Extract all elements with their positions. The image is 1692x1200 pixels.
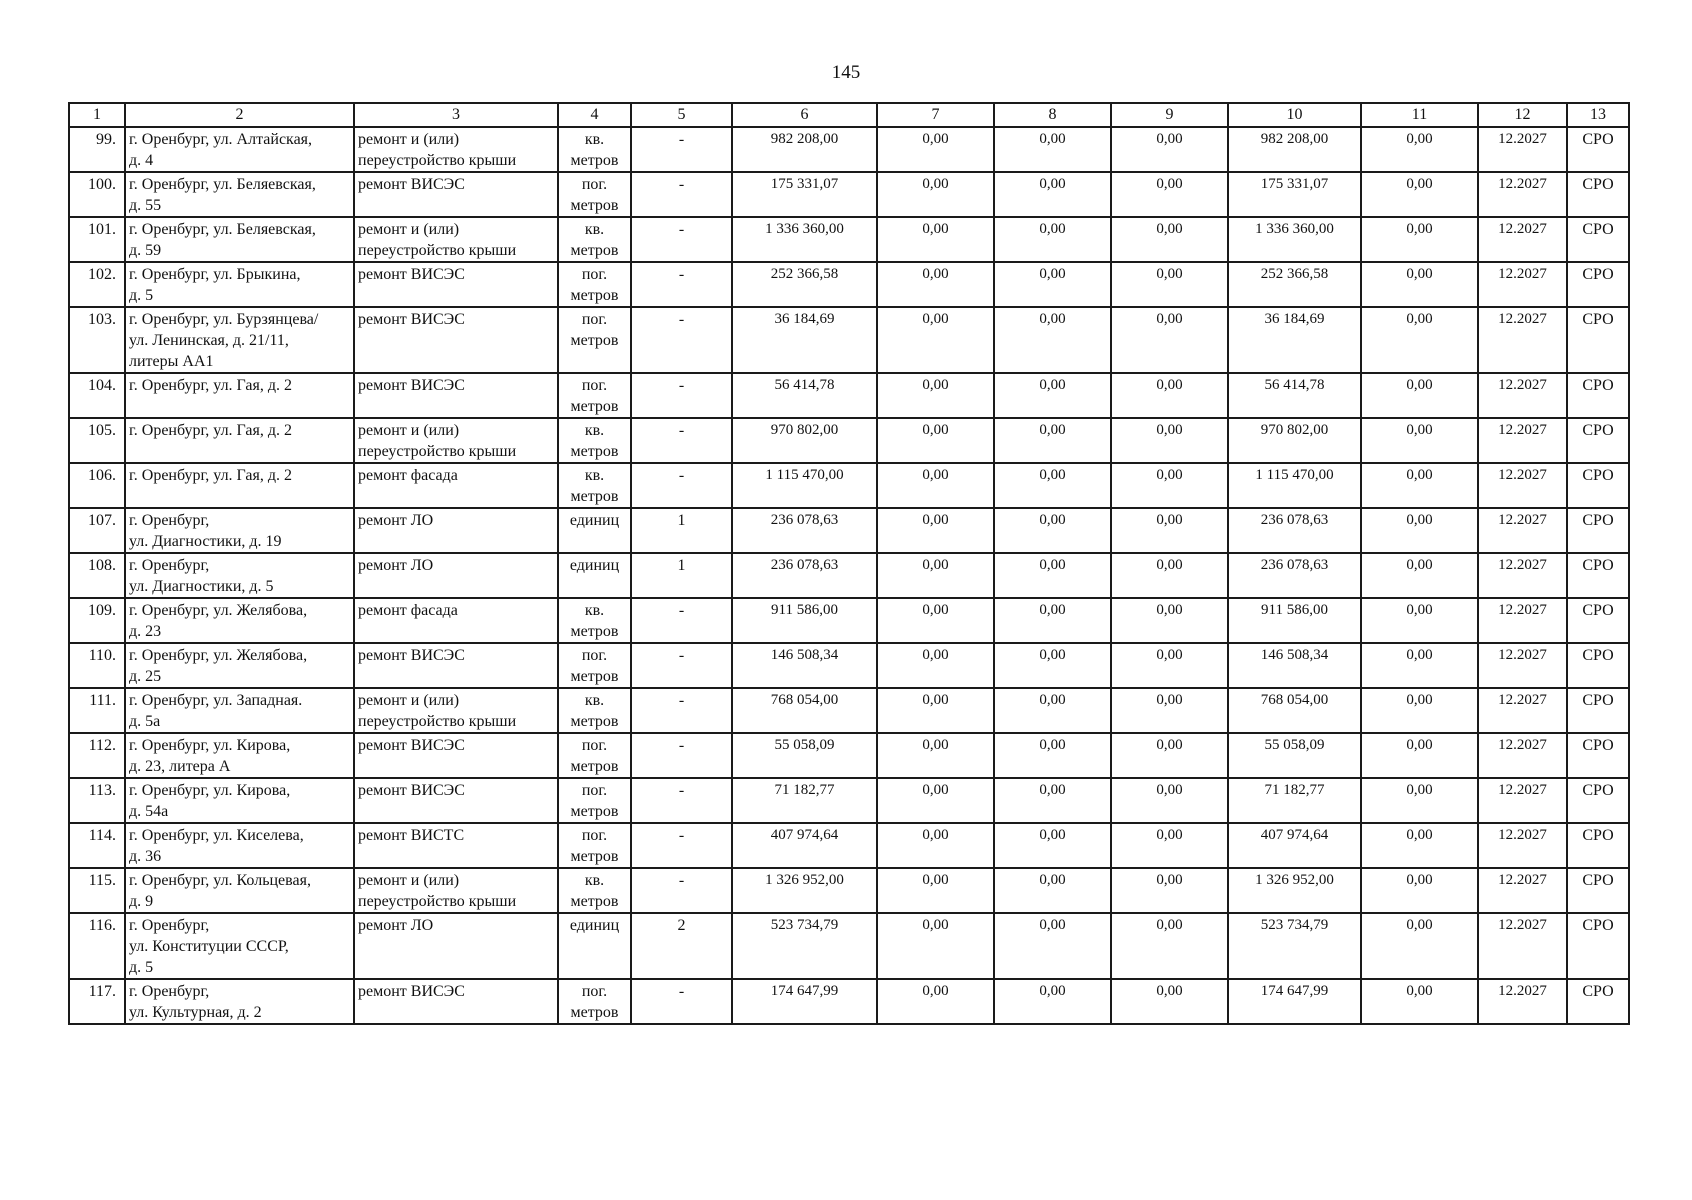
cost-col11-cell: 0,00	[1361, 172, 1478, 217]
quantity-cell: 1	[631, 553, 732, 598]
cost-col7-cell: 0,00	[877, 373, 994, 418]
cost-col11-cell: 0,00	[1361, 307, 1478, 373]
cost-col10-cell: 982 208,00	[1228, 127, 1361, 172]
row-number-cell: 103.	[69, 307, 125, 373]
cost-col11-cell: 0,00	[1361, 508, 1478, 553]
cost-col9-cell: 0,00	[1111, 688, 1228, 733]
cost-col9-cell: 0,00	[1111, 217, 1228, 262]
total-cost-cell: 982 208,00	[732, 127, 877, 172]
quantity-cell: -	[631, 172, 732, 217]
cost-col10-cell: 970 802,00	[1228, 418, 1361, 463]
cost-col7-cell: 0,00	[877, 688, 994, 733]
work-type-cell: ремонт ВИСЭС	[354, 778, 558, 823]
cost-col9-cell: 0,00	[1111, 778, 1228, 823]
work-type-cell: ремонт ВИСЭС	[354, 172, 558, 217]
cost-col11-cell: 0,00	[1361, 598, 1478, 643]
cost-col10-cell: 1 115 470,00	[1228, 463, 1361, 508]
quantity-cell: 2	[631, 913, 732, 979]
work-type-cell: ремонт и (или) переустройство крыши	[354, 868, 558, 913]
unit-cell: кв. метров	[558, 463, 631, 508]
unit-cell: кв. метров	[558, 688, 631, 733]
cost-col9-cell: 0,00	[1111, 172, 1228, 217]
completion-date-cell: 12.2027	[1478, 688, 1567, 733]
cost-col7-cell: 0,00	[877, 553, 994, 598]
cost-col9-cell: 0,00	[1111, 307, 1228, 373]
executor-cell: СРО	[1567, 127, 1629, 172]
completion-date-cell: 12.2027	[1478, 553, 1567, 598]
total-cost-cell: 1 115 470,00	[732, 463, 877, 508]
cost-col10-cell: 36 184,69	[1228, 307, 1361, 373]
cost-col7-cell: 0,00	[877, 913, 994, 979]
cost-col11-cell: 0,00	[1361, 127, 1478, 172]
cost-col9-cell: 0,00	[1111, 598, 1228, 643]
completion-date-cell: 12.2027	[1478, 217, 1567, 262]
table-row	[69, 823, 1629, 868]
total-cost-cell: 1 326 952,00	[732, 868, 877, 913]
work-type-cell: ремонт ВИСЭС	[354, 262, 558, 307]
executor-cell: СРО	[1567, 778, 1629, 823]
completion-date-cell: 12.2027	[1478, 913, 1567, 979]
work-type-cell: ремонт ВИСЭС	[354, 979, 558, 1024]
row-number-cell: 115.	[69, 868, 125, 913]
total-cost-cell: 56 414,78	[732, 373, 877, 418]
executor-cell: СРО	[1567, 733, 1629, 778]
cost-col9-cell: 0,00	[1111, 979, 1228, 1024]
cost-col7-cell: 0,00	[877, 598, 994, 643]
cost-col11-cell: 0,00	[1361, 913, 1478, 979]
executor-cell: СРО	[1567, 868, 1629, 913]
cost-col7-cell: 0,00	[877, 868, 994, 913]
work-type-cell: ремонт ВИСТС	[354, 823, 558, 868]
unit-cell: пог. метров	[558, 307, 631, 373]
address-cell: г. Оренбург, ул. Гая, д. 2	[125, 463, 354, 508]
column-header: 11	[1361, 103, 1478, 127]
cost-col8-cell: 0,00	[994, 823, 1111, 868]
executor-cell: СРО	[1567, 643, 1629, 688]
column-header: 4	[558, 103, 631, 127]
address-cell: г. Оренбург, ул. Желябова, д. 25	[125, 643, 354, 688]
cost-col9-cell: 0,00	[1111, 262, 1228, 307]
table-row	[69, 172, 1629, 217]
total-cost-cell: 407 974,64	[732, 823, 877, 868]
cost-col8-cell: 0,00	[994, 508, 1111, 553]
table-row	[69, 643, 1629, 688]
cost-col10-cell: 252 366,58	[1228, 262, 1361, 307]
address-cell: г. Оренбург, ул. Алтайская, д. 4	[125, 127, 354, 172]
unit-cell: единиц	[558, 913, 631, 979]
column-header: 2	[125, 103, 354, 127]
work-type-cell: ремонт ВИСЭС	[354, 373, 558, 418]
address-cell: г. Оренбург, ул. Беляевская, д. 55	[125, 172, 354, 217]
cost-col10-cell: 146 508,34	[1228, 643, 1361, 688]
address-cell: г. Оренбург, ул. Диагностики, д. 5	[125, 553, 354, 598]
cost-col11-cell: 0,00	[1361, 688, 1478, 733]
cost-col8-cell: 0,00	[994, 643, 1111, 688]
cost-col7-cell: 0,00	[877, 463, 994, 508]
cost-col7-cell: 0,00	[877, 778, 994, 823]
cost-col8-cell: 0,00	[994, 307, 1111, 373]
cost-col8-cell: 0,00	[994, 262, 1111, 307]
page-number: 145	[831, 62, 861, 83]
cost-col9-cell: 0,00	[1111, 418, 1228, 463]
unit-cell: кв. метров	[558, 217, 631, 262]
table-row	[69, 979, 1629, 1024]
row-number-cell: 113.	[69, 778, 125, 823]
cost-col11-cell: 0,00	[1361, 418, 1478, 463]
cost-col8-cell: 0,00	[994, 172, 1111, 217]
completion-date-cell: 12.2027	[1478, 733, 1567, 778]
cost-col9-cell: 0,00	[1111, 508, 1228, 553]
row-number-cell: 108.	[69, 553, 125, 598]
address-cell: г. Оренбург, ул. Беляевская, д. 59	[125, 217, 354, 262]
executor-cell: СРО	[1567, 508, 1629, 553]
completion-date-cell: 12.2027	[1478, 262, 1567, 307]
cost-col7-cell: 0,00	[877, 823, 994, 868]
cost-col7-cell: 0,00	[877, 262, 994, 307]
table-row	[69, 598, 1629, 643]
cost-col11-cell: 0,00	[1361, 262, 1478, 307]
work-type-cell: ремонт ВИСЭС	[354, 307, 558, 373]
unit-cell: единиц	[558, 553, 631, 598]
quantity-cell: -	[631, 598, 732, 643]
column-header: 6	[732, 103, 877, 127]
total-cost-cell: 768 054,00	[732, 688, 877, 733]
total-cost-cell: 1 336 360,00	[732, 217, 877, 262]
table-row	[69, 553, 1629, 598]
completion-date-cell: 12.2027	[1478, 868, 1567, 913]
total-cost-cell: 146 508,34	[732, 643, 877, 688]
row-number-cell: 102.	[69, 262, 125, 307]
cost-col11-cell: 0,00	[1361, 463, 1478, 508]
cost-col9-cell: 0,00	[1111, 643, 1228, 688]
row-number-cell: 106.	[69, 463, 125, 508]
executor-cell: СРО	[1567, 823, 1629, 868]
cost-col8-cell: 0,00	[994, 553, 1111, 598]
cost-col7-cell: 0,00	[877, 733, 994, 778]
cost-col10-cell: 1 326 952,00	[1228, 868, 1361, 913]
cost-col8-cell: 0,00	[994, 217, 1111, 262]
row-number-cell: 110.	[69, 643, 125, 688]
work-type-cell: ремонт и (или) переустройство крыши	[354, 688, 558, 733]
quantity-cell: -	[631, 643, 732, 688]
row-number-cell: 111.	[69, 688, 125, 733]
column-header: 13	[1567, 103, 1629, 127]
executor-cell: СРО	[1567, 418, 1629, 463]
work-type-cell: ремонт ВИСЭС	[354, 643, 558, 688]
row-number-cell: 116.	[69, 913, 125, 979]
cost-col10-cell: 56 414,78	[1228, 373, 1361, 418]
total-cost-cell: 236 078,63	[732, 553, 877, 598]
total-cost-cell: 55 058,09	[732, 733, 877, 778]
row-number-cell: 100.	[69, 172, 125, 217]
cost-col9-cell: 0,00	[1111, 373, 1228, 418]
unit-cell: пог. метров	[558, 643, 631, 688]
cost-col10-cell: 768 054,00	[1228, 688, 1361, 733]
address-cell: г. Оренбург, ул. Гая, д. 2	[125, 373, 354, 418]
cost-col9-cell: 0,00	[1111, 463, 1228, 508]
row-number-cell: 105.	[69, 418, 125, 463]
completion-date-cell: 12.2027	[1478, 418, 1567, 463]
table-row	[69, 127, 1629, 172]
table-row	[69, 733, 1629, 778]
total-cost-cell: 36 184,69	[732, 307, 877, 373]
executor-cell: СРО	[1567, 979, 1629, 1024]
column-header: 7	[877, 103, 994, 127]
table-row	[69, 508, 1629, 553]
cost-col11-cell: 0,00	[1361, 778, 1478, 823]
executor-cell: СРО	[1567, 553, 1629, 598]
work-type-cell: ремонт ЛО	[354, 508, 558, 553]
column-number-row	[69, 103, 1629, 127]
executor-cell: СРО	[1567, 217, 1629, 262]
completion-date-cell: 12.2027	[1478, 979, 1567, 1024]
completion-date-cell: 12.2027	[1478, 823, 1567, 868]
row-number-cell: 114.	[69, 823, 125, 868]
address-cell: г. Оренбург, ул. Гая, д. 2	[125, 418, 354, 463]
address-cell: г. Оренбург, ул. Брыкина, д. 5	[125, 262, 354, 307]
table-row	[69, 913, 1629, 979]
table-row	[69, 262, 1629, 307]
quantity-cell: -	[631, 868, 732, 913]
cost-col9-cell: 0,00	[1111, 823, 1228, 868]
work-type-cell: ремонт и (или) переустройство крыши	[354, 127, 558, 172]
quantity-cell: -	[631, 127, 732, 172]
unit-cell: единиц	[558, 508, 631, 553]
table-row	[69, 373, 1629, 418]
column-header: 5	[631, 103, 732, 127]
cost-col10-cell: 236 078,63	[1228, 508, 1361, 553]
total-cost-cell: 970 802,00	[732, 418, 877, 463]
quantity-cell: -	[631, 733, 732, 778]
executor-cell: СРО	[1567, 373, 1629, 418]
row-number-cell: 109.	[69, 598, 125, 643]
address-cell: г. Оренбург, ул. Кольцевая, д. 9	[125, 868, 354, 913]
completion-date-cell: 12.2027	[1478, 598, 1567, 643]
row-number-cell: 107.	[69, 508, 125, 553]
cost-col8-cell: 0,00	[994, 979, 1111, 1024]
quantity-cell: -	[631, 262, 732, 307]
cost-col9-cell: 0,00	[1111, 913, 1228, 979]
cost-col11-cell: 0,00	[1361, 868, 1478, 913]
address-cell: г. Оренбург, ул. Культурная, д. 2	[125, 979, 354, 1024]
row-number-cell: 101.	[69, 217, 125, 262]
unit-cell: пог. метров	[558, 172, 631, 217]
address-cell: г. Оренбург, ул. Кирова, д. 54а	[125, 778, 354, 823]
table-row	[69, 688, 1629, 733]
cost-col10-cell: 911 586,00	[1228, 598, 1361, 643]
cost-col10-cell: 174 647,99	[1228, 979, 1361, 1024]
executor-cell: СРО	[1567, 688, 1629, 733]
cost-col7-cell: 0,00	[877, 418, 994, 463]
cost-col11-cell: 0,00	[1361, 733, 1478, 778]
cost-col11-cell: 0,00	[1361, 823, 1478, 868]
row-number-cell: 99.	[69, 127, 125, 172]
quantity-cell: -	[631, 688, 732, 733]
work-type-cell: ремонт фасада	[354, 598, 558, 643]
table-row	[69, 307, 1629, 373]
cost-col7-cell: 0,00	[877, 508, 994, 553]
total-cost-cell: 523 734,79	[732, 913, 877, 979]
table-body	[69, 103, 1629, 1024]
column-header: 8	[994, 103, 1111, 127]
table-row	[69, 217, 1629, 262]
cost-col9-cell: 0,00	[1111, 127, 1228, 172]
cost-col11-cell: 0,00	[1361, 979, 1478, 1024]
table-row	[69, 418, 1629, 463]
work-type-cell: ремонт фасада	[354, 463, 558, 508]
quantity-cell: -	[631, 307, 732, 373]
total-cost-cell: 236 078,63	[732, 508, 877, 553]
completion-date-cell: 12.2027	[1478, 127, 1567, 172]
quantity-cell: -	[631, 373, 732, 418]
column-header: 3	[354, 103, 558, 127]
column-header: 12	[1478, 103, 1567, 127]
completion-date-cell: 12.2027	[1478, 643, 1567, 688]
table-row	[69, 868, 1629, 913]
completion-date-cell: 12.2027	[1478, 373, 1567, 418]
cost-col8-cell: 0,00	[994, 418, 1111, 463]
executor-cell: СРО	[1567, 598, 1629, 643]
cost-col11-cell: 0,00	[1361, 373, 1478, 418]
quantity-cell: -	[631, 979, 732, 1024]
quantity-cell: -	[631, 217, 732, 262]
address-cell: г. Оренбург, ул. Диагностики, д. 19	[125, 508, 354, 553]
address-cell: г. Оренбург, ул. Желябова, д. 23	[125, 598, 354, 643]
executor-cell: СРО	[1567, 172, 1629, 217]
work-type-cell: ремонт ВИСЭС	[354, 733, 558, 778]
cost-col10-cell: 407 974,64	[1228, 823, 1361, 868]
cost-col8-cell: 0,00	[994, 688, 1111, 733]
unit-cell: кв. метров	[558, 598, 631, 643]
cost-col10-cell: 236 078,63	[1228, 553, 1361, 598]
total-cost-cell: 252 366,58	[732, 262, 877, 307]
work-type-cell: ремонт и (или) переустройство крыши	[354, 217, 558, 262]
address-cell: г. Оренбург, ул. Западная. д. 5а	[125, 688, 354, 733]
cost-col11-cell: 0,00	[1361, 553, 1478, 598]
cost-col7-cell: 0,00	[877, 307, 994, 373]
unit-cell: пог. метров	[558, 778, 631, 823]
work-type-cell: ремонт и (или) переустройство крыши	[354, 418, 558, 463]
cost-col8-cell: 0,00	[994, 868, 1111, 913]
cost-col10-cell: 523 734,79	[1228, 913, 1361, 979]
unit-cell: кв. метров	[558, 868, 631, 913]
quantity-cell: -	[631, 823, 732, 868]
unit-cell: кв. метров	[558, 418, 631, 463]
quantity-cell: -	[631, 463, 732, 508]
total-cost-cell: 174 647,99	[732, 979, 877, 1024]
cost-col9-cell: 0,00	[1111, 733, 1228, 778]
unit-cell: кв. метров	[558, 127, 631, 172]
cost-col7-cell: 0,00	[877, 979, 994, 1024]
completion-date-cell: 12.2027	[1478, 307, 1567, 373]
total-cost-cell: 71 182,77	[732, 778, 877, 823]
work-type-cell: ремонт ЛО	[354, 553, 558, 598]
column-header: 1	[69, 103, 125, 127]
unit-cell: пог. метров	[558, 823, 631, 868]
cost-col8-cell: 0,00	[994, 733, 1111, 778]
cost-col11-cell: 0,00	[1361, 643, 1478, 688]
total-cost-cell: 175 331,07	[732, 172, 877, 217]
cost-col7-cell: 0,00	[877, 172, 994, 217]
executor-cell: СРО	[1567, 913, 1629, 979]
row-number-cell: 117.	[69, 979, 125, 1024]
quantity-cell: -	[631, 418, 732, 463]
cost-col10-cell: 1 336 360,00	[1228, 217, 1361, 262]
executor-cell: СРО	[1567, 307, 1629, 373]
quantity-cell: -	[631, 778, 732, 823]
completion-date-cell: 12.2027	[1478, 463, 1567, 508]
cost-col7-cell: 0,00	[877, 127, 994, 172]
total-cost-cell: 911 586,00	[732, 598, 877, 643]
cost-col8-cell: 0,00	[994, 778, 1111, 823]
cost-col11-cell: 0,00	[1361, 217, 1478, 262]
unit-cell: пог. метров	[558, 979, 631, 1024]
completion-date-cell: 12.2027	[1478, 778, 1567, 823]
cost-col8-cell: 0,00	[994, 913, 1111, 979]
column-header: 9	[1111, 103, 1228, 127]
cost-col8-cell: 0,00	[994, 373, 1111, 418]
executor-cell: СРО	[1567, 262, 1629, 307]
unit-cell: пог. метров	[558, 373, 631, 418]
cost-col7-cell: 0,00	[877, 643, 994, 688]
executor-cell: СРО	[1567, 463, 1629, 508]
work-type-cell: ремонт ЛО	[354, 913, 558, 979]
address-cell: г. Оренбург, ул. Бурзянцева/ ул. Ленинская, д. 21/11, литеры АА1	[125, 307, 354, 373]
completion-date-cell: 12.2027	[1478, 508, 1567, 553]
cost-col10-cell: 71 182,77	[1228, 778, 1361, 823]
completion-date-cell: 12.2027	[1478, 172, 1567, 217]
quantity-cell: 1	[631, 508, 732, 553]
cost-col10-cell: 175 331,07	[1228, 172, 1361, 217]
cost-col9-cell: 0,00	[1111, 553, 1228, 598]
address-cell: г. Оренбург, ул. Конституции СССР, д. 5	[125, 913, 354, 979]
address-cell: г. Оренбург, ул. Киселева, д. 36	[125, 823, 354, 868]
cost-col8-cell: 0,00	[994, 598, 1111, 643]
unit-cell: пог. метров	[558, 262, 631, 307]
cost-col10-cell: 55 058,09	[1228, 733, 1361, 778]
repair-plan-table	[68, 102, 1630, 1025]
row-number-cell: 104.	[69, 373, 125, 418]
cost-col9-cell: 0,00	[1111, 868, 1228, 913]
cost-col7-cell: 0,00	[877, 217, 994, 262]
unit-cell: пог. метров	[558, 733, 631, 778]
column-header: 10	[1228, 103, 1361, 127]
table-row	[69, 463, 1629, 508]
address-cell: г. Оренбург, ул. Кирова, д. 23, литера А	[125, 733, 354, 778]
cost-col8-cell: 0,00	[994, 127, 1111, 172]
table-row	[69, 778, 1629, 823]
row-number-cell: 112.	[69, 733, 125, 778]
cost-col8-cell: 0,00	[994, 463, 1111, 508]
